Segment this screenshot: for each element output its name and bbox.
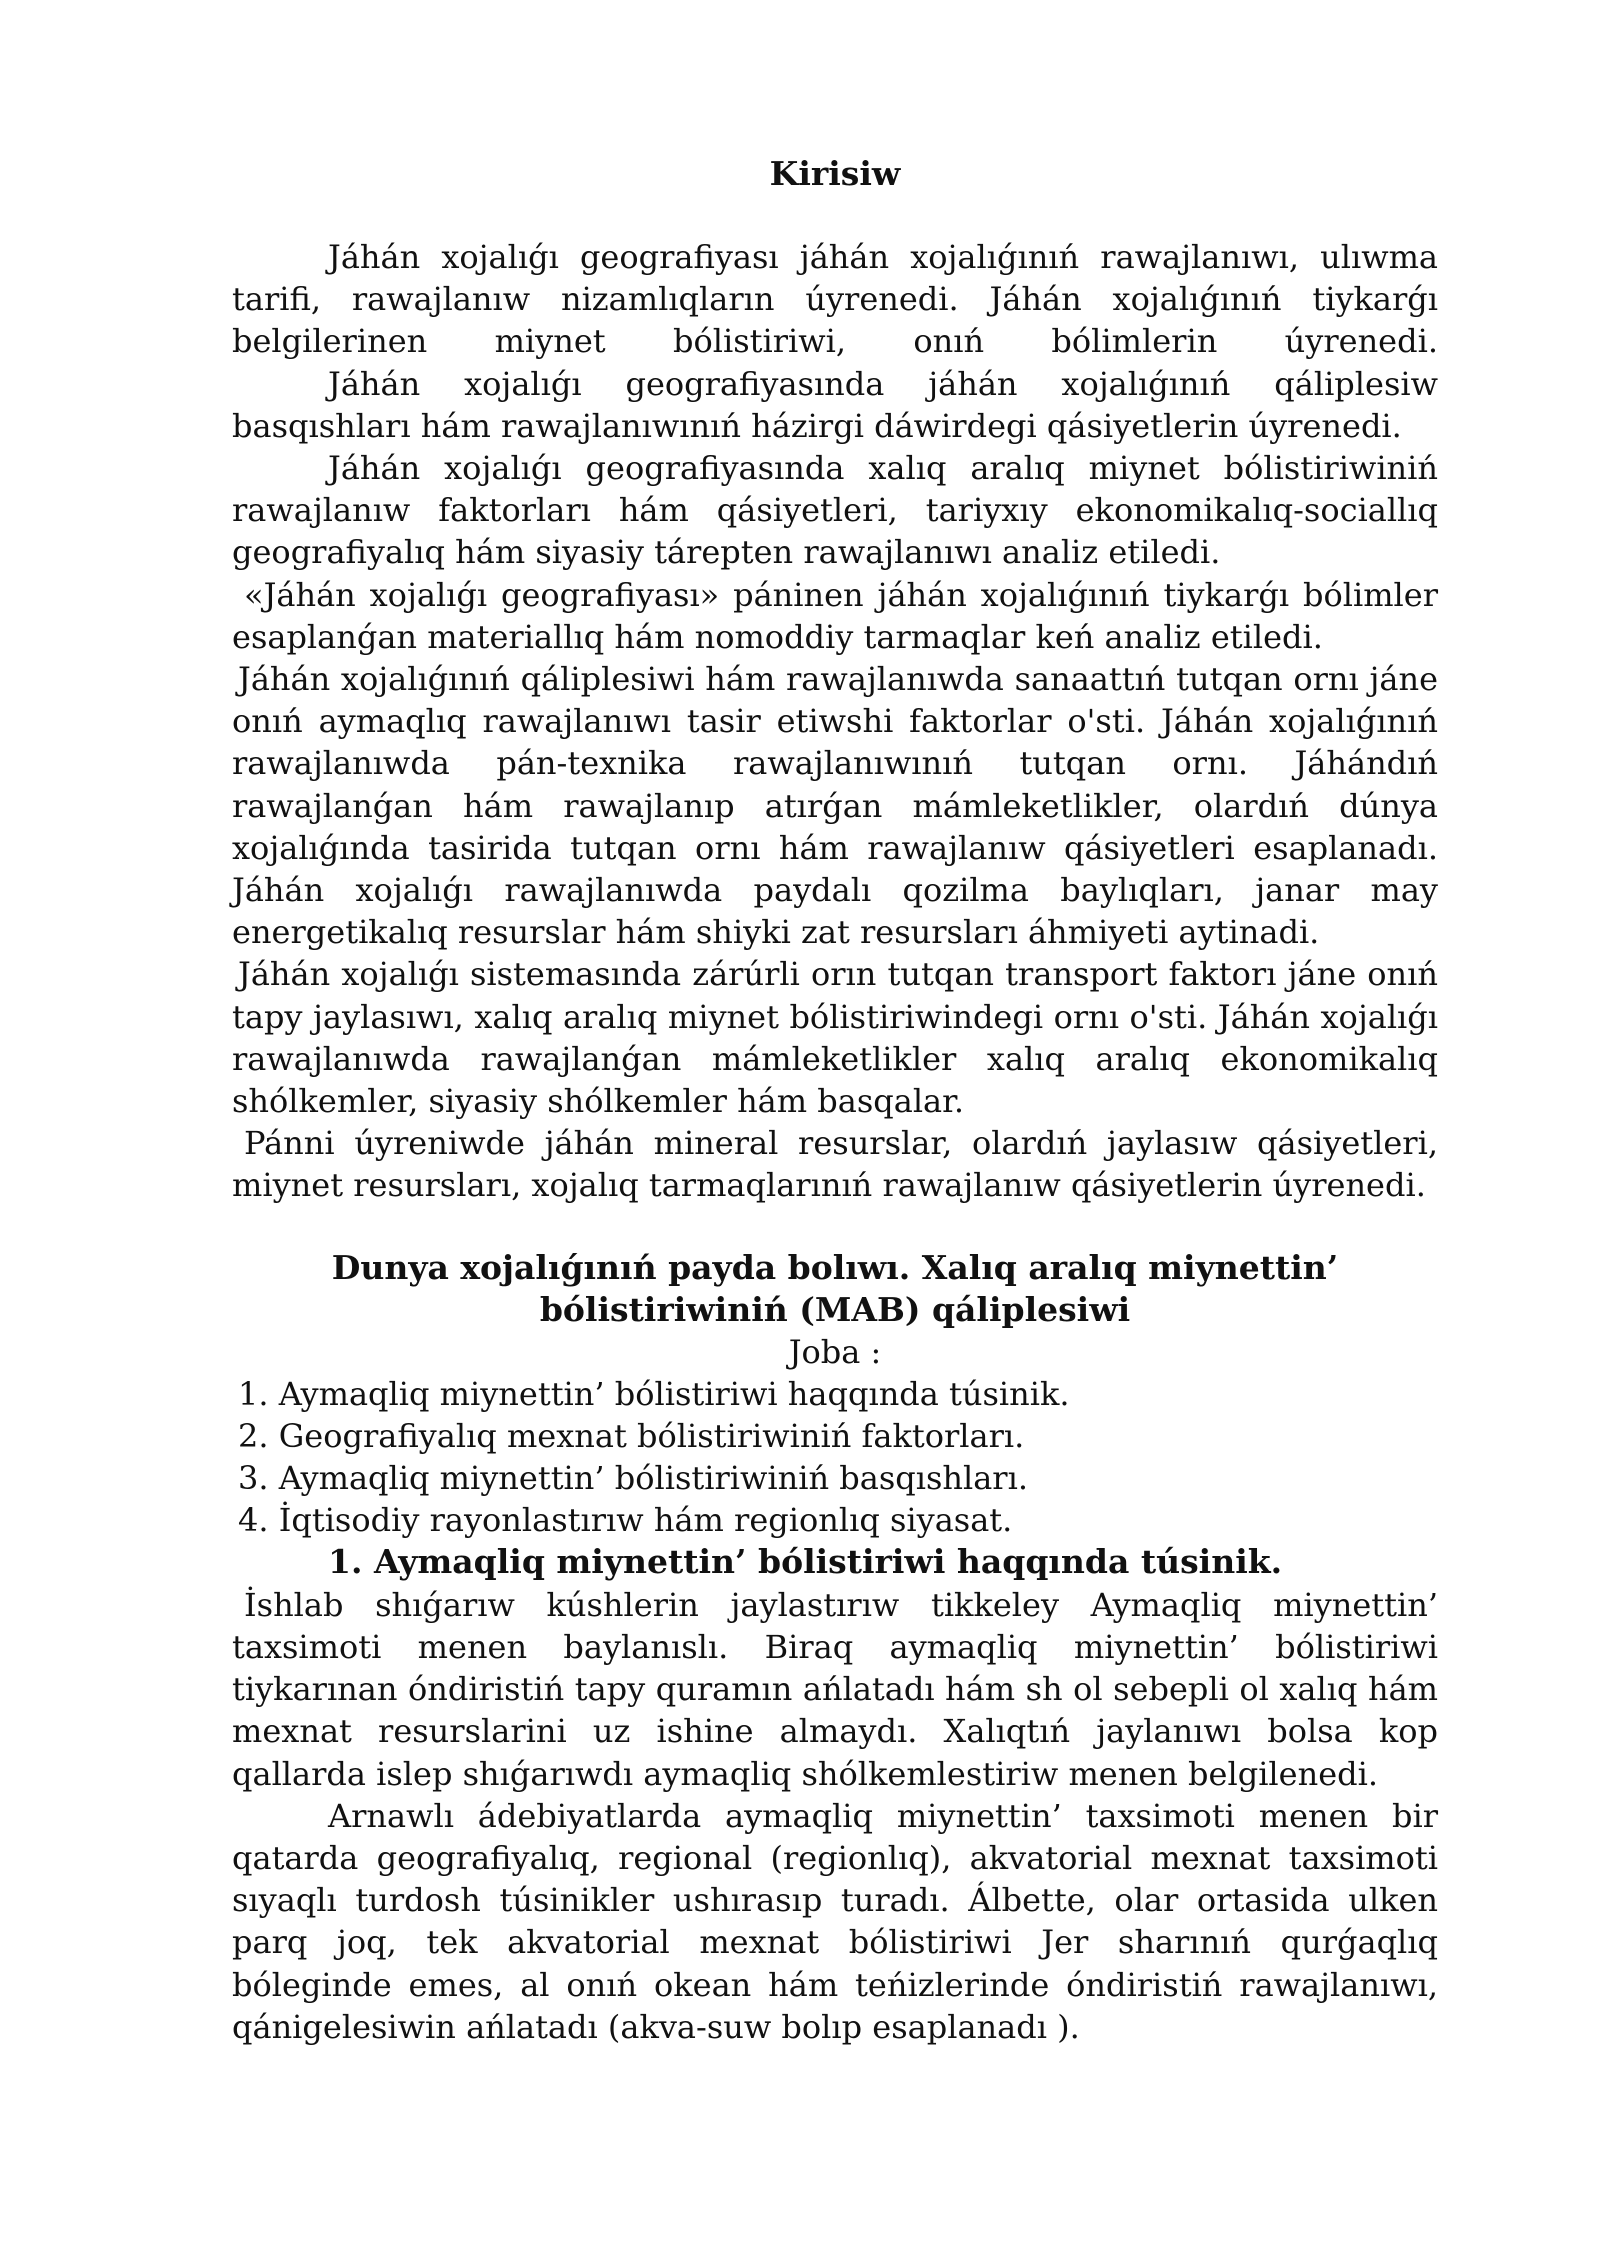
plan-item: 2. Geografiyalıq mexnat bólistiriwiniń faktorları. <box>238 1416 1025 1455</box>
section-paragraph-2: Arnawlı ádebiyatlarda aymaqliq miynettin’ taxsimoti menen bir qatarda geografiyalıq, regional (regionlıq), akvatorial mexnat taxsimoti sıyaqlı turdosh túsinikler ushırasıp turadı. Álbette, olar ortasida ulken parq joq, tek akvatorial mexnat bólistiriwi Jer sharınıń qurǵaqlıq bóleginde emes, al onıń okean hám teńizlerinde óndiristiń rawajlanıwı, qánigelesiwin ańlatadı (akva-suw bolıp esaplanadı ). <box>232 1796 1438 2046</box>
plan-label: Joba : <box>788 1332 882 1371</box>
intro-paragraph-5: Jáhán xojalıǵınıń qáliplesiwi hám rawajlanıwda sanaattıń tutqan ornı jáne onıń aymaqlıq rawajlanıwı tasir etiwshi faktorlar o'sti. Jáhán xojalıǵınıń rawajlanıwda pán-texnika rawajlanıwınıń tutqan ornı. Jáhándıń rawajlanǵan hám rawajlanıp atırǵan mámleketlikler, olardıń dúnya xojalıǵında tasirida tutqan ornı hám rawajlanıw qásiyetleri esaplanadı. Jáhán xojalıǵı rawajlanıwda paydalı qozilma baylıqları, janar may energetikalıq resurslar hám shiyki zat resursları áhmiyeti aytinadi. <box>232 660 1438 952</box>
intro-paragraph-1: Jáhán xojalıǵı geografiyası jáhán xojalıǵınıń rawajlanıwı, ulıwma tarifi, rawajlanıw nizamlıqların úyrenedi. Jáhán xojalıǵınıń tiykarǵı belgilerinen miynet bólistiriwi, onıń bólimlerin úyrenedi. <box>232 238 1438 361</box>
intro-paragraph-2: Jáhán xojalıǵı geografiyasında jáhán xojalıǵınıń qáliplesiw basqıshları hám rawajlanıwınıń házirgi dáwirdegi qásiyetlerin úyrenedi. <box>232 364 1438 445</box>
intro-paragraph-7: Pánni úyreniwde jáhán mineral resurslar, olardıń jaylasıw qásiyetleri, miynet resursları, xojalıq tarmaqlarınıń rawajlanıw qásiyetlerin úyrenedi. <box>232 1124 1438 1205</box>
plan-item: 3. Aymaqliq miynettin’ bólistiriwiniń basqıshları. <box>238 1459 1028 1498</box>
section-paragraph-1: İshlab shıǵarıw kúshlerin jaylastırıw tikkeley Aymaqliq miynettin’ taxsimoti menen baylanıslı. Biraq aymaqliq miynettin’ bólistiriwi tiykarınan óndiristiń tapy quramın ańlatadı hám sh ol sebepli ol xalıq hám mexnat resurslarini uz ishine almaydı. Xalıqtıń jaylanıwı bolsa kop qallarda islep shıǵarıwdı aymaqliq shólkemlestiriw menen belgilenedi. <box>232 1585 1438 1793</box>
intro-paragraph-6: Jáhán xojalıǵı sistemasında zárúrli orın tutqan transport faktorı jáne onıń tapy jaylasıwı, xalıq aralıq miynet bólistiriwindegi ornı o'sti. Jáhán xojalıǵı rawajlanıwda rawajlanǵan mámleketlikler xalıq aralıq ekonomikalıq shólkemler, siyasiy shólkemler hám basqalar. <box>232 955 1438 1121</box>
document-page <box>232 148 1438 2048</box>
plan-list <box>232 1373 1438 1542</box>
intro-paragraph-4: «Jáhán xojalıǵı geografiyası» páninen jáhán xojalıǵınıń tiykarǵı bólimler esaplanǵan materiallıq hám nomoddiy tarmaqlar keń analiz etiledi. <box>232 575 1438 656</box>
plan-item: 1. Aymaqliq miynettin’ bólistiriwi haqqında túsinik. <box>238 1374 1070 1413</box>
section-title: Dunya xojalıǵınıń payda bolıwı. Xalıq aralıq miynettin’ bólistiriwiniń (MAB) qáliplesiwi <box>331 1247 1339 1329</box>
intro-paragraph-3: Jáhán xojalıǵı geografiyasında xalıq aralıq miynet bólistiriwiniń rawajlanıw faktorları hám qásiyetleri, tariyxıy ekonomikalıq-sociallıq geografiyalıq hám siyasiy tárepten rawajlanıwı analiz etiledi. <box>232 449 1438 572</box>
intro-title: Kirisiw <box>769 154 901 193</box>
plan-item: 4. İqtisodiy rayonlastırıw hám regionlıq siyasat. <box>238 1501 1013 1540</box>
subsection-title: 1. Aymaqliq miynettin’ bólistiriwi haqqında túsinik. <box>328 1542 1283 1582</box>
